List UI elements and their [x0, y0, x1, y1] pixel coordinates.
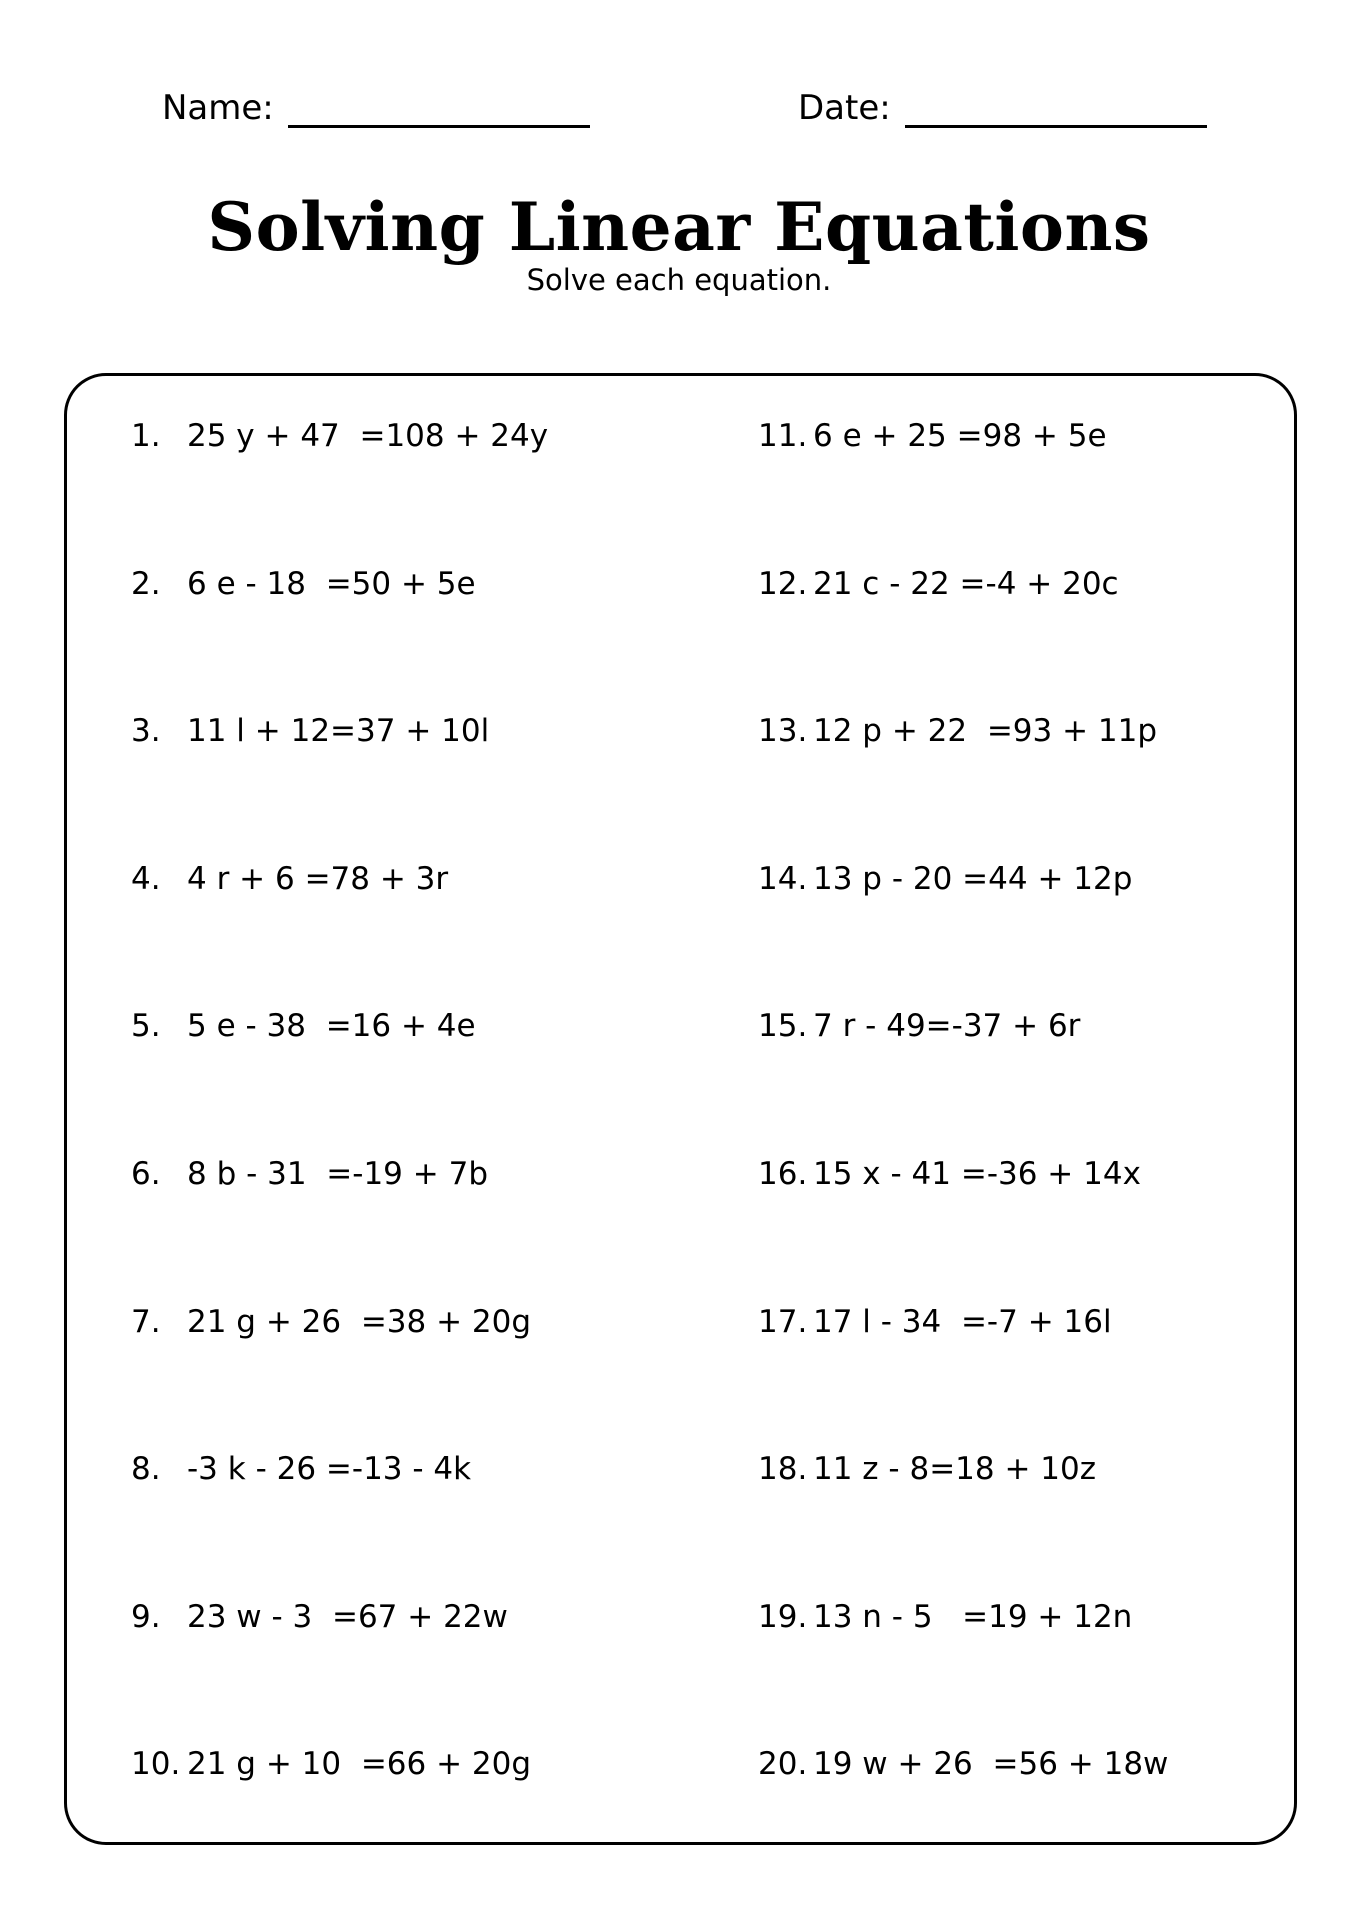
problem-equation: 21 g + 26 =38 + 20g — [187, 1304, 532, 1340]
problem-equation: 8 b - 31 =-19 + 7b — [187, 1156, 488, 1192]
problem-number: 13. — [758, 713, 808, 749]
problem-number: 16. — [758, 1156, 808, 1192]
problem-item — [131, 1156, 488, 1192]
problem-equation: 6 e + 25 =98 + 5e — [813, 418, 1107, 454]
problem-equation: 21 c - 22 =-4 + 20c — [813, 566, 1119, 602]
problem-item — [758, 713, 1157, 749]
problem-equation: 25 y + 47 =108 + 24y — [187, 418, 549, 454]
problem-item — [758, 1599, 1132, 1635]
problem-item — [131, 1451, 471, 1487]
problem-number: 1. — [131, 418, 161, 454]
problem-item — [758, 418, 1107, 454]
problem-item — [131, 713, 489, 749]
name-blank-line[interactable] — [288, 91, 590, 128]
problem-number: 12. — [758, 566, 808, 602]
problem-number: 20. — [758, 1746, 808, 1782]
date-field[interactable] — [798, 88, 1207, 128]
problem-item — [131, 1008, 476, 1044]
problem-equation: 11 l + 12=37 + 10l — [187, 713, 490, 749]
problem-equation: 13 n - 5 =19 + 12n — [813, 1599, 1133, 1635]
problem-equation: 7 r - 49=-37 + 6r — [813, 1008, 1081, 1044]
problem-number: 19. — [758, 1599, 808, 1635]
problem-equation: 17 l - 34 =-7 + 16l — [813, 1304, 1112, 1340]
problem-number: 15. — [758, 1008, 808, 1044]
name-field[interactable] — [162, 88, 590, 128]
problem-equation: 12 p + 22 =93 + 11p — [813, 713, 1158, 749]
problem-number: 8. — [131, 1451, 161, 1487]
problem-equation: 6 e - 18 =50 + 5e — [187, 566, 476, 602]
problem-number: 17. — [758, 1304, 808, 1340]
date-blank-line[interactable] — [905, 91, 1207, 128]
problem-number: 2. — [131, 566, 161, 602]
problem-number: 9. — [131, 1599, 161, 1635]
problem-item — [758, 1304, 1112, 1340]
problem-item — [131, 418, 548, 454]
instructions: Solve each equation. — [526, 263, 832, 297]
problem-equation: 21 g + 10 =66 + 20g — [187, 1746, 532, 1782]
problem-equation: 11 z - 8=18 + 10z — [813, 1451, 1097, 1487]
problem-item — [758, 1746, 1168, 1782]
problem-equation: -3 k - 26 =-13 - 4k — [187, 1451, 472, 1487]
problem-equation: 13 p - 20 =44 + 12p — [813, 861, 1133, 897]
problem-item — [758, 1008, 1080, 1044]
problem-equation: 19 w + 26 =56 + 18w — [813, 1746, 1169, 1782]
problem-item — [131, 1304, 531, 1340]
problem-number: 18. — [758, 1451, 808, 1487]
problem-equation: 4 r + 6 =78 + 3r — [187, 861, 449, 897]
problem-item — [758, 861, 1132, 897]
problem-number: 14. — [758, 861, 808, 897]
problem-item — [131, 1599, 508, 1635]
problem-number: 5. — [131, 1008, 161, 1044]
problem-number: 3. — [131, 713, 161, 749]
problem-item — [758, 1451, 1096, 1487]
page-title: Solving Linear Equations — [207, 188, 1151, 266]
name-label: Name: — [162, 88, 274, 128]
problem-number: 10. — [131, 1746, 181, 1782]
problem-number: 4. — [131, 861, 161, 897]
problem-number: 7. — [131, 1304, 161, 1340]
problem-equation: 23 w - 3 =67 + 22w — [187, 1599, 508, 1635]
problem-item — [758, 566, 1119, 602]
problem-item — [758, 1156, 1141, 1192]
problem-equation: 15 x - 41 =-36 + 14x — [813, 1156, 1141, 1192]
problem-item — [131, 1746, 531, 1782]
problem-item — [131, 566, 476, 602]
problem-number: 11. — [758, 418, 808, 454]
problem-number: 6. — [131, 1156, 161, 1192]
date-label: Date: — [798, 88, 891, 128]
problem-item — [131, 861, 448, 897]
problem-equation: 5 e - 38 =16 + 4e — [187, 1008, 476, 1044]
